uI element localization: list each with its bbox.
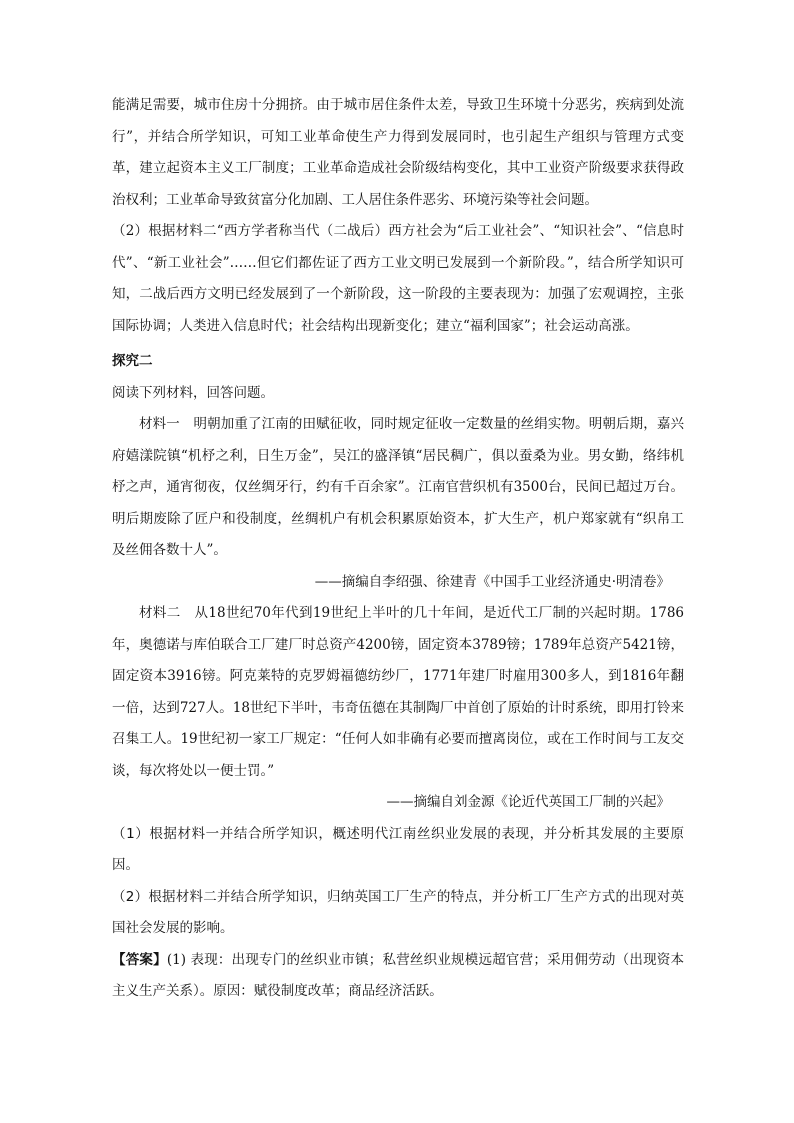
material-one-source: ——摘编自李绍强、徐建青《中国手工业经济通史·明清卷》 [314,573,670,590]
previous-answer-part1: 能满足需要，城市住房十分拥挤。由于城市居住条件太差，导致卫生环境十分恶劣，疾病到处流行”，并结合所学知识，可知工业革命使生产力得到发展同时，也引起生产组织与管理方式变革，建立起资本主义工厂制度；工业革命造成社会阶级结构变化，其中工业资产阶级要求获得政治权利；工业革命导致贫富分化加剧、工人居住条件恶劣、环境污染等社会问题。 [112,97,684,208]
answer-tag: 【答案】 [112,951,167,968]
question-two: （2）根据材料二并结合所学知识，归纳英国工厂生产的特点，并分析工厂生产方式的出现对英国社会发展的影响。 [112,888,684,936]
section-title: 探究二 [112,353,153,369]
previous-answer-part2: （2）根据材料二“西方学者称当代（二战后）西方社会为“后工业社会”、“知识社会”、“信息时代”、“新工业社会”……但它们都佐证了西方工业文明已发展到一个新阶段。”，结合所学知识可知，二战后西方文明已经发展到了一个新阶段，这一阶段的主要表现为：加强了宏观调控，主张国际协调；人类进入信息时代；社会结构出现新变化；建立“福利国家”；社会运动高涨。 [112,223,684,334]
answer-paragraph [112,945,684,1008]
material-two-text: 材料二 从18世纪70年代到19世纪上半叶的几十年间，是近代工厂制的兴起时期。1786年，奥德诺与库伯联合工厂建厂时总资产4200镑，固定资本3789镑；1789年总资产5421镑，固定资本3916镑。阿克莱特的克罗姆福德纺纱厂，1771年建厂时雇用300多人，到1816年翻一倍，达到727人。18世纪下半叶，韦奇伍德在其制陶厂中首创了原始的计时系统，即用打铃来召集工人。19世纪初一家工厂规定：“任何人如非确有必要而擅离岗位，或在工作时间与工友交谈，每次将处以一便士罚。” [112,605,684,779]
section-instruction: 阅读下列材料，回答问题。 [112,384,274,401]
answer-text: (1) 表现：出现专门的丝织业市镇；私营丝织业规模远超官营；采用佣劳动（出现资本主义生产关系）。原因：赋役制度改革；商品经济活跃。 [112,951,684,999]
question-one: （1）根据材料一并结合所学知识，概述明代江南丝织业发展的表现，并分析其发展的主要原因。 [112,825,684,873]
material-two-source: ——摘编自刘金源《论近代英国工厂制的兴起》 [386,794,670,810]
document-page [112,90,684,1008]
material-one-text: 材料一 明朝加重了江南的田赋征收，同时规定征收一定数量的丝绢实物。明朝后期，嘉兴府嬉漾院镇“机杼之利，日生万金”，吴江的盛泽镇“居民稠广，俱以蚕桑为业。男女勤，络纬机杼之声，通宵彻夜，仅丝绸牙行，约有千百余家”。江南官营织机有3500台，民间已超过万台。明后期废除了匠户和役制度，丝绸机户有机会积累原始资本，扩大生产，机户郑家就有“织帛工及丝佣各数十人”。 [112,416,684,558]
